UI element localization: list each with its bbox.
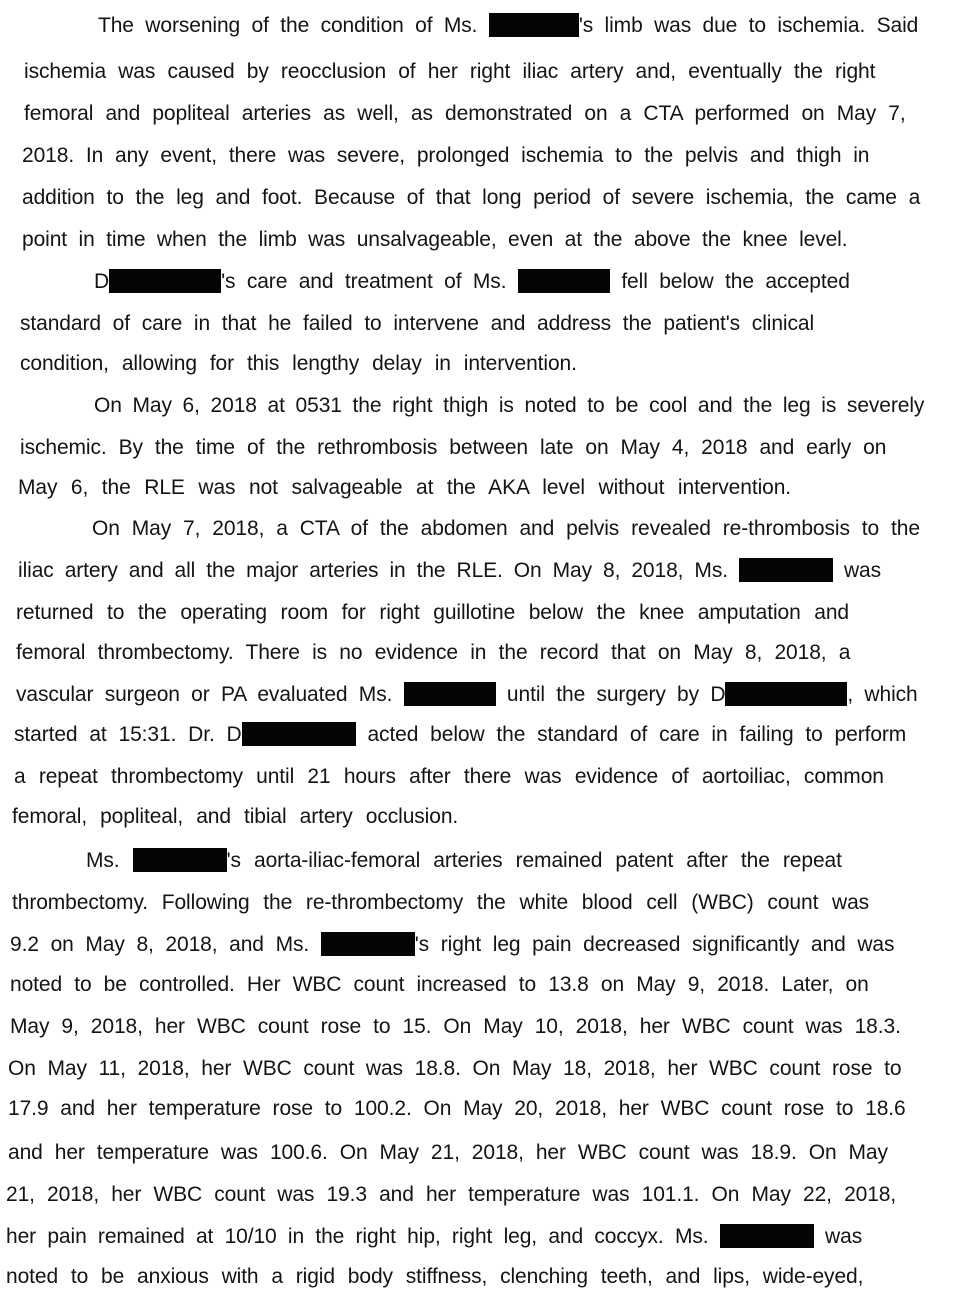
redaction-box — [404, 682, 496, 706]
text-run: The worsening of the condition of Ms. — [98, 14, 489, 37]
text-line — [20, 351, 577, 377]
text-line — [16, 600, 849, 626]
text-run: until the surgery by D — [495, 683, 726, 706]
text-run: her pain remained at 10/10 in the right hip, right leg, and coccyx. Ms. — [6, 1225, 720, 1248]
text-line — [22, 143, 869, 169]
text-line — [10, 932, 894, 958]
redaction-box — [489, 13, 579, 37]
text-run: D — [94, 270, 110, 293]
text-run: a repeat thrombectomy until 21 hours after there was evidence of aortoiliac, common — [14, 765, 884, 788]
text-line — [6, 1264, 863, 1290]
text-run: condition, allowing for this lengthy delay in intervention. — [20, 352, 577, 375]
text-run: On May 7, 2018, a CTA of the abdomen and pelvis revealed re-thrombosis to the — [92, 517, 920, 540]
redaction-box — [242, 722, 356, 746]
text-run: addition to the leg and foot. Because of that long period of severe ischemia, the came a — [22, 186, 921, 209]
text-line — [24, 101, 906, 127]
text-run: was — [813, 1225, 863, 1248]
text-line — [22, 227, 848, 253]
text-run: iliac artery and all the major arteries in the RLE. On May 8, 2018, Ms. — [18, 559, 739, 582]
text-run: 's aorta-iliac-femoral arteries remained patent after the repeat — [226, 849, 842, 872]
redaction-box — [725, 682, 847, 706]
text-run: femoral thrombectomy. There is no evidence in the record that on May 8, 2018, a — [16, 641, 851, 664]
text-run: fell below the accepted — [609, 270, 850, 293]
text-line — [16, 682, 918, 708]
redaction-box — [321, 932, 415, 956]
text-run: noted to be anxious with a rigid body stiffness, clenching teeth, and lips, wide-eyed, — [6, 1265, 864, 1288]
text-line — [24, 59, 875, 85]
text-line — [94, 393, 924, 419]
text-line — [12, 804, 458, 830]
text-line — [18, 558, 881, 584]
text-line — [16, 640, 850, 666]
text-line — [8, 1140, 888, 1166]
text-run: point in time when the limb was unsalvageable, even at the above the knee level. — [22, 228, 848, 251]
text-line — [22, 185, 920, 211]
text-run: 's care and treatment of Ms. — [221, 270, 518, 293]
text-run: Ms. — [86, 849, 133, 872]
text-line — [10, 972, 869, 998]
text-run: was — [832, 559, 882, 582]
redaction-box — [739, 558, 833, 582]
text-run: femoral, popliteal, and tibial artery occlusion. — [12, 805, 459, 828]
text-line — [18, 475, 791, 501]
text-line — [92, 516, 920, 542]
text-run: On May 11, 2018, her WBC count was 18.8. On May 18, 2018, her WBC count rose to — [8, 1057, 902, 1080]
text-run: 9.2 on May 8, 2018, and Ms. — [10, 933, 321, 956]
redaction-box — [720, 1224, 814, 1248]
text-run: ischemic. By the time of the rethrombosis between late on May 4, 2018 and early on — [20, 436, 887, 459]
text-line — [14, 764, 884, 790]
text-run: 21, 2018, her WBC count was 19.3 and her temperature was 101.1. On May 22, 2018, — [6, 1183, 897, 1206]
text-line — [6, 1224, 862, 1250]
text-line — [98, 13, 918, 39]
text-line — [8, 1096, 906, 1122]
text-run: returned to the operating room for right guillotine below the knee amputation and — [16, 601, 850, 624]
redaction-box — [109, 269, 221, 293]
text-run: 17.9 and her temperature rose to 100.2. On May 20, 2018, her WBC count rose to 18.6 — [8, 1097, 906, 1120]
text-run: thrombectomy. Following the re-thrombectomy the white blood cell (WBC) count was — [12, 891, 870, 914]
text-run: started at 15:31. Dr. D — [14, 723, 242, 746]
redaction-box — [518, 269, 610, 293]
text-line — [12, 890, 869, 916]
text-line — [86, 848, 842, 874]
text-line — [6, 1182, 896, 1208]
text-run: May 6, the RLE was not salvageable at the AKA level without intervention. — [18, 476, 792, 499]
text-run: 's limb was due to ischemia. Said — [578, 14, 919, 37]
text-line — [14, 722, 906, 748]
text-run: 's right leg pain decreased significantly and was — [414, 933, 895, 956]
text-line — [94, 269, 850, 295]
redaction-box — [133, 848, 227, 872]
text-line — [8, 1056, 901, 1082]
text-run: On May 6, 2018 at 0531 the right thigh is noted to be cool and the leg is severely — [94, 394, 925, 417]
text-run: noted to be controlled. Her WBC count increased to 13.8 on May 9, 2018. Later, on — [10, 973, 869, 996]
text-run: vascular surgeon or PA evaluated Ms. — [16, 683, 404, 706]
text-run: 2018. In any event, there was severe, prolonged ischemia to the pelvis and thigh in — [22, 144, 870, 167]
text-run: May 9, 2018, her WBC count rose to 15. On May 10, 2018, her WBC count was 18.3. — [10, 1015, 901, 1038]
text-line — [10, 1014, 901, 1040]
text-run: and her temperature was 100.6. On May 21, 2018, her WBC count was 18.9. On May — [8, 1141, 888, 1164]
text-run: standard of care in that he failed to intervene and address the patient's clinical — [20, 312, 815, 335]
text-run: ischemia was caused by reocclusion of her right iliac artery and, eventually the right — [24, 60, 876, 83]
text-run: acted below the standard of care in failing to perform — [355, 723, 907, 746]
text-line — [20, 435, 886, 461]
text-run: femoral and popliteal arteries as well, as demonstrated on a CTA performed on May 7, — [24, 102, 906, 125]
text-run: , which — [847, 683, 918, 706]
text-line — [20, 311, 814, 337]
